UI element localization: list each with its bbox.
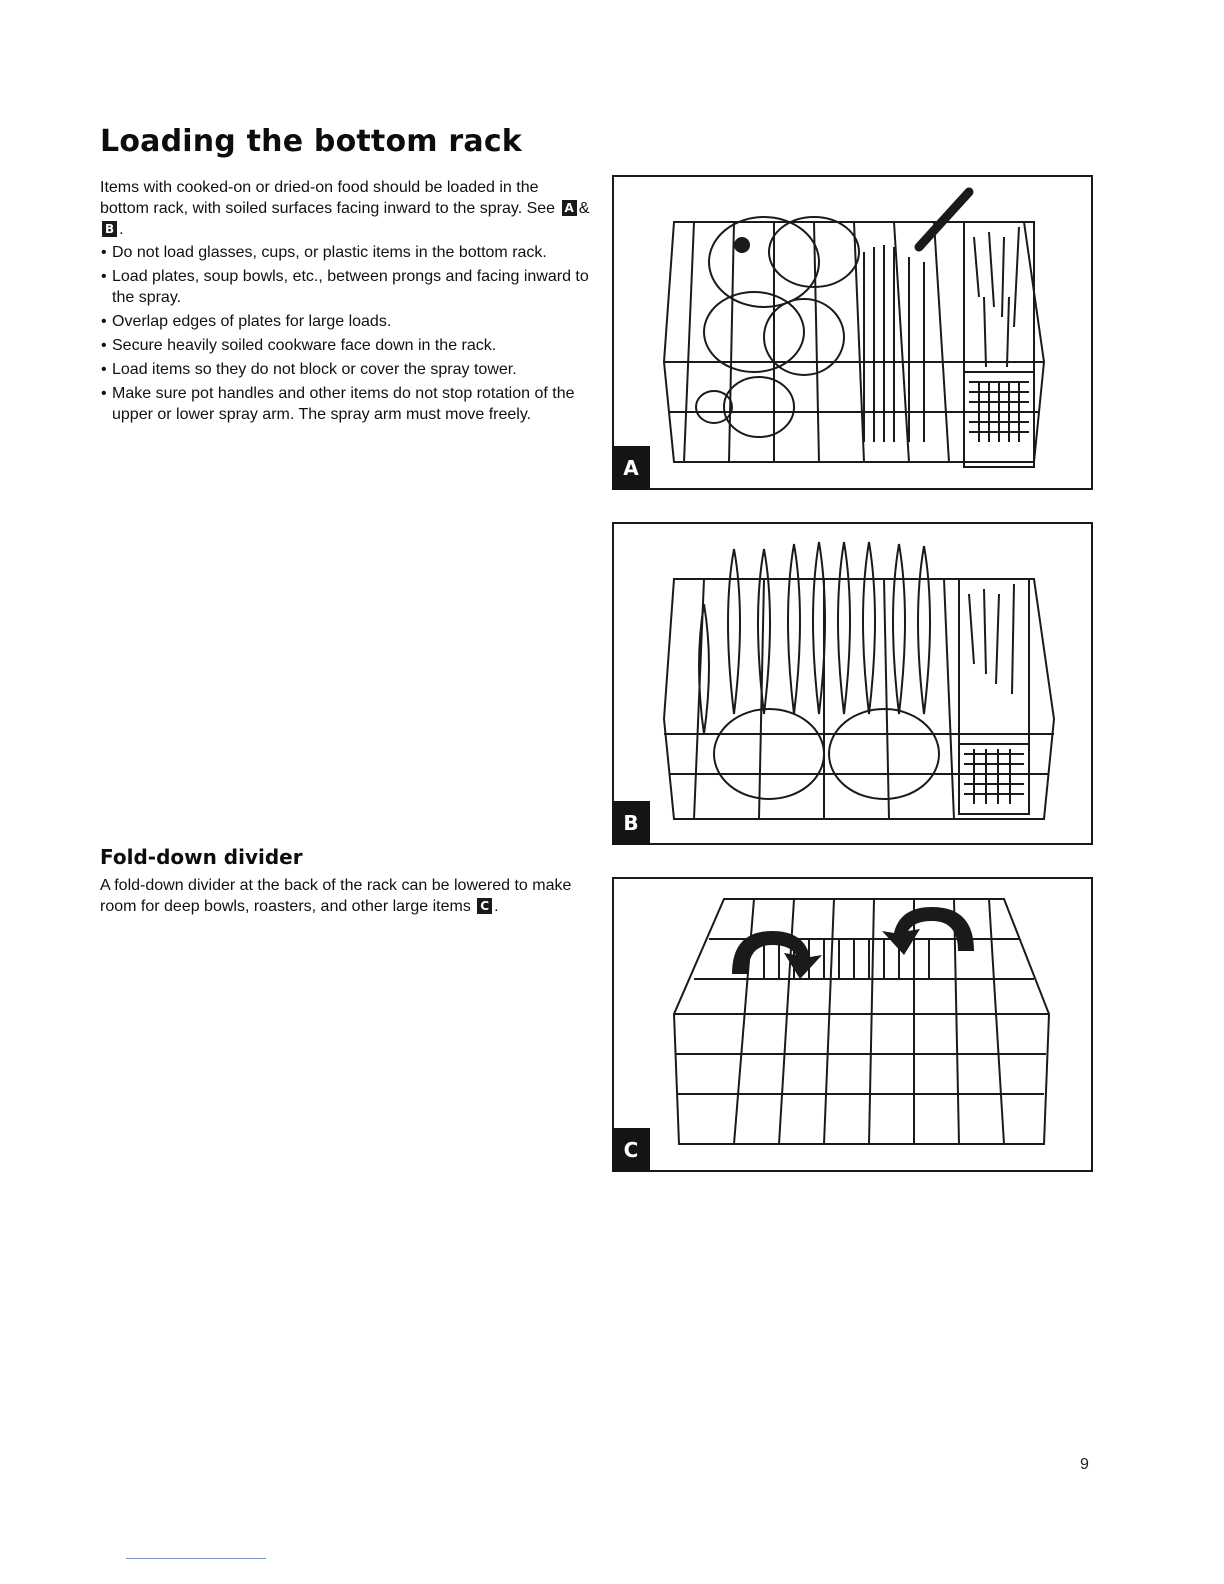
rack-illustration-c [614,879,1091,1170]
intro-text-continued: the spray. See [453,200,556,217]
list-item [100,311,590,332]
intro-paragraph [100,177,590,240]
bullet-icon: • [101,361,107,378]
figure-ref-a: A [562,200,577,216]
figure-ref-b: B [102,221,117,237]
period: . [494,898,499,915]
bullet-icon: • [101,268,107,285]
list-item-text: Secure heavily soiled cookware face down in the rack. [112,337,497,354]
bullet-icon: • [101,385,107,402]
figure-label-a: A [612,446,650,490]
list-item [100,383,590,425]
list-item-text: Load plates, soup bowls, etc., between prongs and facing inward to the spray. [112,268,589,306]
fold-down-heading: Fold-down divider [100,845,303,869]
ampersand: & [578,200,590,217]
period: . [119,221,124,238]
footer-rule [126,1558,266,1559]
page-number: 9 [1080,1456,1089,1473]
figure-label-c: C [612,1128,650,1172]
intro-section [100,177,590,428]
list-item [100,335,590,356]
list-item [100,266,590,308]
bullet-icon: • [101,244,107,261]
bullet-icon: • [101,337,107,354]
list-item-text: Load items so they do not block or cover the spray tower. [112,361,517,378]
figure-a [612,175,1093,490]
list-item [100,359,590,380]
figure-c [612,877,1093,1172]
page-title: Loading the bottom rack [100,124,522,159]
loading-tips-list [100,242,590,425]
rack-illustration-a [614,177,1091,488]
figure-b [612,522,1093,845]
list-item-text: Do not load glasses, cups, or plastic items in the bottom rack. [112,244,547,261]
figure-label-b: B [612,801,650,845]
list-item [100,242,590,263]
list-item-text: Overlap edges of plates for large loads. [112,313,392,330]
rack-illustration-b [614,524,1091,843]
fold-down-text: A fold-down divider at the back of the rack can be lowered to make room for deep bowls, roasters, and other large items [100,877,572,915]
intro-text: Items with cooked-on or dried-on food should be loaded in the bottom rack, with soiled surfaces facing inward to [100,179,539,217]
bullet-icon: • [101,313,107,330]
fold-down-section [100,875,590,917]
list-item-text: Make sure pot handles and other items do not stop rotation of the upper or lower spray arm. The spray arm must move freely. [112,385,575,423]
figure-ref-c: C [477,898,492,914]
